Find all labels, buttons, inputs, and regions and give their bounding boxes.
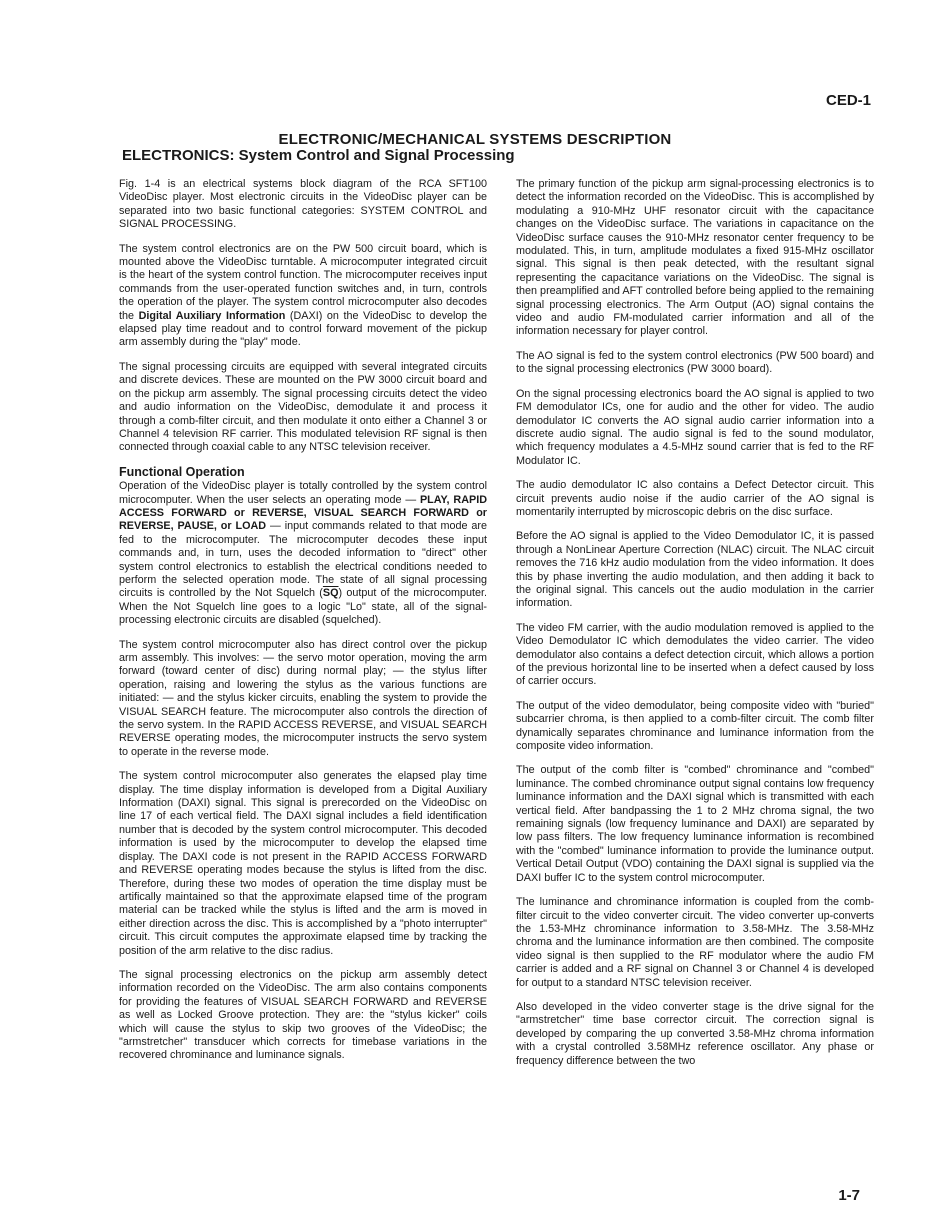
paragraph: Fig. 1-4 is an electrical systems block diagram of the RCA SFT100 VideoDisc player. Most electronic circuits in the VideoDisc player can be separated into two basic functional categories: SYSTEM CONTROL and SIGNAL PROCESSING. [119,178,487,231]
document-title: ELECTRONIC/MECHANICAL SYSTEMS DESCRIPTION [278,131,672,148]
section-heading: Functional Operation [119,464,245,479]
page-number: 1-7 [838,1187,860,1204]
paragraph: The output of the video demodulator, being composite video with "buried" subcarrier chroma, is then applied to a comb-filter circuit. The comb filter dynamically separates chrominance and luminance information from the composite video information. [516,699,874,753]
paragraph: Before the AO signal is applied to the Video Demodulator IC, it is passed through a NonLinear Aperture Correction (NLAC) circuit. The NLAC circuit removes the 716 kHz audio modulation from the video information. It does this by phase inverting the audio modulation, and then adding it back to the original signal. This cancels out the audio modulation in the carrier information. [516,530,874,610]
paragraph: The AO signal is fed to the system control electronics (PW 500 board) and to the signal processing electronics (PW 3000 board). [516,349,874,376]
text-run: (DAXI) on the VideoDisc to develop the elapsed play time readout and to control forward movement of the pickup arm assembly during the "play" mode. [119,309,488,349]
right-column [516,178,874,1068]
document-code: CED-1 [825,92,871,109]
paragraph: The audio demodulator IC also contains a Defect Detector circuit. This circuit prevents audio noise if the audio carrier of the AO signal is momentarily interrupted by microscopic debris on the disc surface. [516,479,874,518]
left-column [119,178,487,1063]
paragraph: Also developed in the video converter stage is the drive signal for the "armstretcher" time base corrector circuit. The correction signal is developed by comparing the up converted 3.58-MHz chroma information with a crystal controlled 3.58MHz reference oscillator. Any phase or frequency difference between the two [516,1000,874,1067]
bold-term: Digital Auxiliary Information [138,309,286,322]
text-run: ) output of the microcomputer. When the Not Squelch line goes to a logic "Lo" state, all of the signal-processing electronic circuits are disabled (squelched). [119,587,487,627]
paragraph: The system control microcomputer also generates the elapsed play time display. The time display information is developed from a Digital Auxiliary Information (DAXI) signal. This signal is prerecorded on the VideoDisc on line 17 of each vertical field. The DAXI signal includes a field identification number that is decoded by the system control microcomputer. This decoded information is used by the microcomputer to develop the elapsed time display. The DAXI code is not present in the RAPID ACCESS FORWARD and REVERSE operating modes because the stylus is lifted from the disc. Therefore, during these two modes of operation the time display must be artifically maintained so that the approximate elapsed time of the program material can be tracked while the stylus is lifted and the arm is moved in either direction across the disc. This is accomplished by a "photo interrupter" circuit. This circuit computes the approximate elapsed time by tracking the position of the arm relative to the disc radius. [119,770,487,957]
bold-term: PLAY, RAPID ACCESS FORWARD or REVERSE, VISUAL SEARCH FORWARD or REVERSE, PAUSE, or LOAD [119,493,487,533]
paragraph: The luminance and chrominance information is coupled from the comb-filter circuit to the video converter circuit. The video converter up-converts the 1.53-MHz chrominance information to 3.58-MHz. The 3.58-MHz chroma and the luminance information are then combined. The composite video signal is then supplied to the RF modulator where the audio FM carrier is added and a RF signal on Channel 3 or Channel 4 is developed for output to a standard NTSC television receiver. [516,896,874,989]
paragraph: The signal processing electronics on the pickup arm assembly detect information recorded on the VideoDisc. The arm also contains components for providing the features of VISUAL SEARCH FORWARD and REVERSE as well as Locked Groove protection. They are: the "stylus kicker" coils which will cause the stylus to skip two grooves of the VideoDisc; the "armstretcher" transducer which corrects for timebase variations in the recovered chrominance and luminance signals. [119,968,487,1062]
paragraph: The output of the comb filter is "combed" chrominance and "combed" luminance. The combed chrominance output signal contains low frequency luminance information and the DAXI signal which is transmitted with each vertical field. After bandpassing the 1 to 2 MHz chroma signal, the two remaining signals (low frequency luminance and DAXI) are separated by low pass filters. The low frequency luminance information is recombined with the "combed" luminance information to provide the luminance output. Vertical Detail Output (VDO) containing the DAXI signal is supplied via the DAXI buffer IC to the system control microcomputer. [516,764,874,884]
paragraph [119,480,487,627]
paragraph: The signal processing circuits are equipped with several integrated circuits and discrete devices. These are mounted on the PW 3000 circuit board and on the pickup arm assembly. The signal processing circuits detect the video and audio information on the VideoDisc, demodulate it and process it through a comb-filter circuit, and then modulate it onto either a Channel 3 or Channel 4 television RF carrier. This modulated television RF signal is then connected through coaxial cable to any NTSC television receiver. [119,360,487,454]
text-run: The system control electronics are on the PW 500 circuit board, which is mounted above the VideoDisc turntable. A microcomputer integrated circuit is the heart of the system control function. The microcomputer receives input commands from the user-operated function switches and, in turn, controls the operation of the player. The system control microcomputer also decodes the [119,242,487,322]
section-subtitle: ELECTRONICS: System Control and Signal Processing [122,147,515,164]
paragraph: On the signal processing electronics board the AO signal is applied to two FM demodulator ICs, one for audio and the other for video. The audio demodulator IC converts the AO signal audio carrier information into a discrete audio signal. The audio signal is fed to the sound modulator, which frequency modulates a 4.5-MHz sound carrier that is fed to the RF Modulator IC. [516,387,874,467]
paragraph: The system control microcomputer also has direct control over the pickup arm assembly. This involves: — the servo motor operation, moving the arm forward (toward center of disc) during normal play; — the stylus lifter operation, raising and lowering the stylus as the various functions are initiated: — and the stylus kicker circuits, enabling the system to provide the VISUAL SEARCH feature. The microcomputer also controls the direction of the servo system. In the RAPID ACCESS REVERSE, and VISUAL SEARCH REVERSE operating modes, the microcomputer instructs the servo system to operate in the reverse mode. [119,638,487,758]
paragraph [119,243,487,350]
paragraph: The primary function of the pickup arm signal-processing electronics is to detect the information recorded on the VideoDisc. This is accomplished by modulating a 910-MHz UHF resonator circuit with the capacitance changes on the VideoDisc surface. The variations in capacitance on the VideoDisc surface causes the 910-MHz resonator center frequency to be modulated. This, in turn, amplitude modulates a fixed 915-MHz oscillator signal. This signal is then peak detected, with the resultant signal representing the capacitance variations on the VideoDisc. The signal is then preamplified and AFT controlled before being applied to the remaining signal processing electronics. The Arm Output (AO) signal contains the video and audio FM-modulated carrier information and all of the information necessary for player control. [516,178,874,338]
text-run: Operation of the VideoDisc player is totally controlled by the system control microcomputer. When the user selects an operating mode — [119,480,487,506]
text-run: — input commands related to that mode are fed to the microcomputer. The microcomputer decodes these input commands and, in turn, uses the decoded information to "direct" other system control electronics to establish the electrical conditions needed to perform the selected operation mode. The state of all signal processing circuits is controlled by the Not Squelch ( [119,520,487,600]
paragraph: The video FM carrier, with the audio modulation removed is applied to the Video Demodulator IC which demodulates the video carrier. The video demodulator also contains a defect detection circuit, which allows a portion of the previous horizontal line to be inserted when a defect caused by loss of carrier occurs. [516,621,874,688]
bold-term: $\overline{SQ}$ [322,587,339,600]
